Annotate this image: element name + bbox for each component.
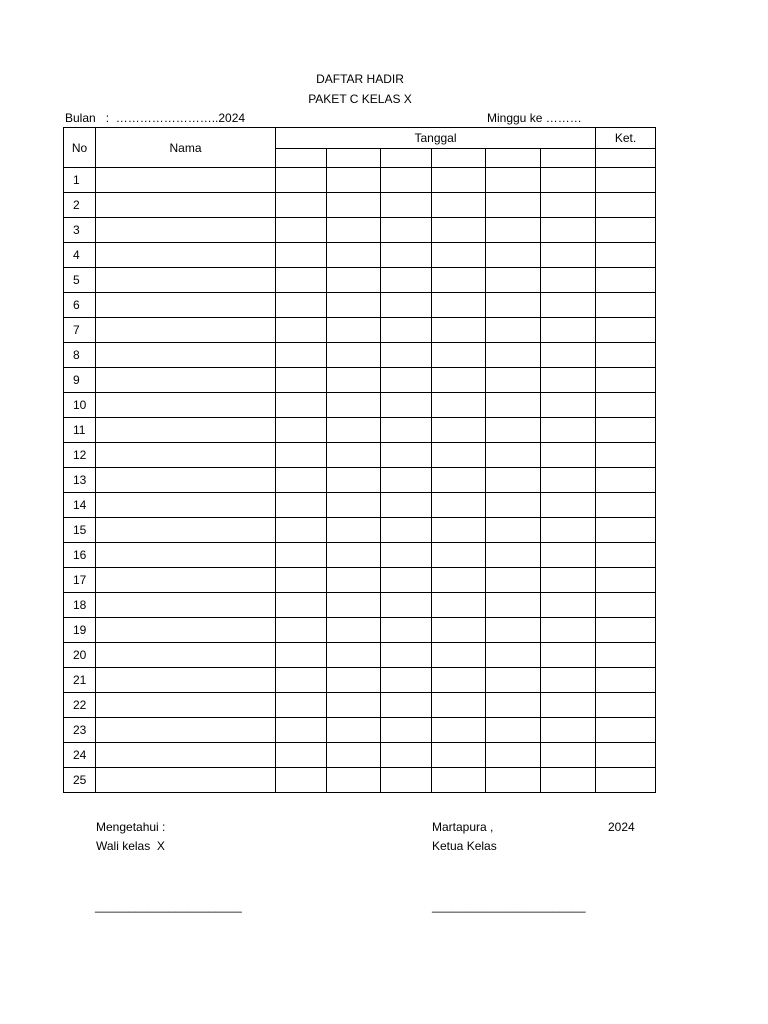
table-row (64, 568, 656, 593)
attendance-cell (276, 168, 327, 193)
attendance-cell (276, 668, 327, 693)
attendance-cell (432, 418, 486, 443)
attendance-cell (276, 543, 327, 568)
row-number: 18 (64, 593, 96, 618)
attendance-cell (381, 243, 432, 268)
row-number: 12 (64, 443, 96, 468)
attendance-cell (432, 243, 486, 268)
attendance-cell (276, 693, 327, 718)
attendance-cell (541, 668, 596, 693)
table-row (64, 318, 656, 343)
table-row (64, 693, 656, 718)
attendance-cell (276, 618, 327, 643)
table-row (64, 418, 656, 443)
attendance-table (63, 127, 656, 793)
attendance-cell (327, 218, 381, 243)
attendance-cell (276, 268, 327, 293)
attendance-cell (381, 493, 432, 518)
row-number: 11 (64, 418, 96, 443)
homeroom-teacher-label: Wali kelas X (96, 839, 165, 853)
column-header-tanggal: Tanggal (276, 128, 596, 149)
attendance-cell (541, 393, 596, 418)
attendance-cell (486, 318, 541, 343)
ket-cell (596, 418, 656, 443)
ket-cell (596, 643, 656, 668)
ket-cell (596, 568, 656, 593)
attendance-cell (381, 518, 432, 543)
attendance-cell (432, 593, 486, 618)
attendance-cell (381, 643, 432, 668)
row-number: 20 (64, 643, 96, 668)
row-number: 6 (64, 293, 96, 318)
attendance-cell (541, 693, 596, 718)
attendance-cell (381, 268, 432, 293)
ket-cell (596, 768, 656, 793)
attendance-cell (486, 393, 541, 418)
ket-cell (596, 518, 656, 543)
attendance-cell (486, 368, 541, 393)
attendance-cell (381, 618, 432, 643)
ket-subcell (596, 149, 656, 168)
attendance-cell (541, 718, 596, 743)
name-cell (96, 543, 276, 568)
attendance-cell (276, 368, 327, 393)
table-row (64, 393, 656, 418)
table-row (64, 443, 656, 468)
table-row (64, 743, 656, 768)
attendance-cell (486, 743, 541, 768)
attendance-cell (541, 268, 596, 293)
table-row (64, 768, 656, 793)
attendance-cell (327, 193, 381, 218)
attendance-cell (541, 318, 596, 343)
ket-cell (596, 193, 656, 218)
name-cell (96, 343, 276, 368)
attendance-cell (486, 668, 541, 693)
attendance-cell (486, 268, 541, 293)
acknowledged-label: Mengetahui : (96, 820, 166, 834)
attendance-cell (327, 443, 381, 468)
name-cell (96, 418, 276, 443)
attendance-cell (486, 493, 541, 518)
attendance-cell (432, 493, 486, 518)
table-row (64, 518, 656, 543)
attendance-cell (541, 493, 596, 518)
attendance-cell (432, 218, 486, 243)
attendance-cell (381, 293, 432, 318)
attendance-cell (541, 618, 596, 643)
signature-year: 2024 (608, 820, 635, 834)
attendance-cell (486, 518, 541, 543)
row-number: 2 (64, 193, 96, 218)
name-cell (96, 568, 276, 593)
attendance-cell (541, 543, 596, 568)
name-cell (96, 443, 276, 468)
attendance-cell (541, 768, 596, 793)
attendance-cell (432, 543, 486, 568)
name-cell (96, 718, 276, 743)
name-cell (96, 643, 276, 668)
attendance-cell (486, 193, 541, 218)
attendance-cell (327, 618, 381, 643)
date-cell (432, 149, 486, 168)
ket-cell (596, 468, 656, 493)
row-number: 1 (64, 168, 96, 193)
name-cell (96, 318, 276, 343)
name-cell (96, 193, 276, 218)
attendance-cell (276, 418, 327, 443)
class-leader-signature-line: _______________________ (432, 899, 586, 913)
attendance-cell (541, 643, 596, 668)
attendance-cell (276, 343, 327, 368)
attendance-cell (381, 343, 432, 368)
attendance-cell (486, 693, 541, 718)
place-label: Martapura , (432, 820, 494, 834)
attendance-cell (276, 493, 327, 518)
attendance-cell (381, 168, 432, 193)
row-number: 22 (64, 693, 96, 718)
attendance-cell (432, 193, 486, 218)
document-subtitle: PAKET C KELAS X (308, 92, 412, 106)
attendance-cell (541, 243, 596, 268)
attendance-cell (486, 218, 541, 243)
date-cell (486, 149, 541, 168)
attendance-cell (276, 393, 327, 418)
date-cell (327, 149, 381, 168)
name-cell (96, 268, 276, 293)
table-row (64, 618, 656, 643)
row-number: 14 (64, 493, 96, 518)
attendance-cell (327, 293, 381, 318)
attendance-cell (541, 443, 596, 468)
ket-cell (596, 693, 656, 718)
attendance-cell (276, 743, 327, 768)
ket-cell (596, 318, 656, 343)
name-cell (96, 168, 276, 193)
row-number: 10 (64, 393, 96, 418)
attendance-cell (327, 268, 381, 293)
row-number: 15 (64, 518, 96, 543)
attendance-cell (276, 518, 327, 543)
column-header-nama: Nama (96, 128, 276, 168)
column-header-no: No (64, 128, 96, 168)
attendance-cell (381, 568, 432, 593)
row-number: 17 (64, 568, 96, 593)
table-row (64, 468, 656, 493)
attendance-cell (276, 718, 327, 743)
attendance-cell (327, 518, 381, 543)
attendance-cell (486, 443, 541, 468)
attendance-cell (486, 468, 541, 493)
attendance-cell (432, 518, 486, 543)
attendance-cell (327, 543, 381, 568)
attendance-cell (432, 318, 486, 343)
attendance-cell (327, 468, 381, 493)
ket-cell (596, 743, 656, 768)
attendance-cell (541, 343, 596, 368)
attendance-cell (381, 443, 432, 468)
attendance-cell (276, 468, 327, 493)
attendance-cell (381, 193, 432, 218)
name-cell (96, 493, 276, 518)
row-number: 13 (64, 468, 96, 493)
name-cell (96, 668, 276, 693)
attendance-cell (432, 443, 486, 468)
attendance-cell (486, 568, 541, 593)
attendance-cell (486, 168, 541, 193)
row-number: 9 (64, 368, 96, 393)
attendance-cell (327, 368, 381, 393)
attendance-cell (432, 568, 486, 593)
table-row (64, 218, 656, 243)
table-row (64, 268, 656, 293)
attendance-cell (486, 593, 541, 618)
name-cell (96, 468, 276, 493)
row-number: 24 (64, 743, 96, 768)
table-row (64, 643, 656, 668)
ket-cell (596, 168, 656, 193)
table-row (64, 243, 656, 268)
attendance-cell (276, 568, 327, 593)
attendance-cell (486, 293, 541, 318)
attendance-cell (432, 693, 486, 718)
ket-cell (596, 368, 656, 393)
week-field: Minggu ke ……… (487, 111, 582, 125)
row-number: 21 (64, 668, 96, 693)
ket-cell (596, 618, 656, 643)
attendance-cell (541, 168, 596, 193)
ket-cell (596, 268, 656, 293)
ket-cell (596, 393, 656, 418)
name-cell (96, 618, 276, 643)
attendance-cell (432, 718, 486, 743)
attendance-cell (432, 368, 486, 393)
attendance-cell (541, 518, 596, 543)
name-cell (96, 518, 276, 543)
attendance-cell (486, 643, 541, 668)
attendance-cell (541, 418, 596, 443)
attendance-cell (276, 293, 327, 318)
attendance-cell (327, 343, 381, 368)
attendance-cell (432, 268, 486, 293)
attendance-cell (541, 743, 596, 768)
table-row (64, 368, 656, 393)
name-cell (96, 743, 276, 768)
attendance-cell (327, 418, 381, 443)
attendance-cell (327, 693, 381, 718)
row-number: 4 (64, 243, 96, 268)
row-number: 19 (64, 618, 96, 643)
attendance-cell (432, 168, 486, 193)
attendance-cell (327, 743, 381, 768)
attendance-cell (432, 468, 486, 493)
name-cell (96, 293, 276, 318)
attendance-cell (381, 318, 432, 343)
attendance-cell (541, 368, 596, 393)
table-row (64, 493, 656, 518)
ket-cell (596, 543, 656, 568)
attendance-cell (276, 593, 327, 618)
row-number: 25 (64, 768, 96, 793)
attendance-cell (541, 568, 596, 593)
attendance-cell (381, 468, 432, 493)
attendance-cell (327, 768, 381, 793)
homeroom-signature-line: ______________________ (95, 899, 242, 913)
attendance-cell (327, 393, 381, 418)
attendance-cell (486, 618, 541, 643)
attendance-cell (432, 643, 486, 668)
date-cell (381, 149, 432, 168)
row-number: 8 (64, 343, 96, 368)
row-number: 7 (64, 318, 96, 343)
ket-cell (596, 718, 656, 743)
attendance-cell (276, 243, 327, 268)
attendance-cell (327, 668, 381, 693)
attendance-cell (381, 543, 432, 568)
ket-cell (596, 293, 656, 318)
attendance-cell (327, 493, 381, 518)
attendance-cell (327, 318, 381, 343)
attendance-cell (381, 218, 432, 243)
name-cell (96, 593, 276, 618)
column-header-ket: Ket. (596, 128, 656, 149)
attendance-cell (486, 718, 541, 743)
attendance-cell (541, 293, 596, 318)
attendance-cell (432, 768, 486, 793)
attendance-cell (432, 668, 486, 693)
document-title: DAFTAR HADIR (316, 72, 404, 86)
attendance-cell (381, 393, 432, 418)
attendance-cell (327, 593, 381, 618)
attendance-cell (276, 443, 327, 468)
table-row (64, 168, 656, 193)
attendance-cell (486, 768, 541, 793)
row-number: 16 (64, 543, 96, 568)
ket-cell (596, 443, 656, 468)
name-cell (96, 393, 276, 418)
table-body (64, 168, 656, 793)
attendance-cell (381, 743, 432, 768)
attendance-cell (381, 593, 432, 618)
name-cell (96, 243, 276, 268)
ket-cell (596, 593, 656, 618)
attendance-cell (381, 718, 432, 743)
name-cell (96, 693, 276, 718)
attendance-cell (327, 643, 381, 668)
attendance-cell (327, 718, 381, 743)
name-cell (96, 218, 276, 243)
attendance-cell (327, 243, 381, 268)
attendance-cell (276, 193, 327, 218)
date-cell (276, 149, 327, 168)
attendance-cell (541, 218, 596, 243)
attendance-cell (276, 218, 327, 243)
class-leader-label: Ketua Kelas (432, 839, 497, 853)
ket-cell (596, 493, 656, 518)
ket-cell (596, 218, 656, 243)
attendance-cell (541, 593, 596, 618)
attendance-cell (327, 568, 381, 593)
attendance-cell (381, 368, 432, 393)
attendance-cell (432, 393, 486, 418)
table-row (64, 718, 656, 743)
date-cell (541, 149, 596, 168)
table-row (64, 293, 656, 318)
attendance-cell (432, 293, 486, 318)
table-row (64, 193, 656, 218)
attendance-cell (381, 668, 432, 693)
table-row (64, 668, 656, 693)
ket-cell (596, 668, 656, 693)
attendance-cell (486, 418, 541, 443)
attendance-cell (327, 168, 381, 193)
table-row (64, 543, 656, 568)
attendance-cell (432, 343, 486, 368)
attendance-cell (541, 193, 596, 218)
table-row (64, 593, 656, 618)
attendance-cell (541, 468, 596, 493)
attendance-cell (381, 768, 432, 793)
table-row (64, 343, 656, 368)
attendance-cell (432, 743, 486, 768)
name-cell (96, 368, 276, 393)
attendance-cell (486, 243, 541, 268)
attendance-cell (486, 543, 541, 568)
attendance-cell (432, 618, 486, 643)
row-number: 5 (64, 268, 96, 293)
attendance-cell (381, 418, 432, 443)
month-field: Bulan : ……………………..2024 (65, 111, 246, 125)
ket-cell (596, 243, 656, 268)
name-cell (96, 768, 276, 793)
attendance-cell (381, 693, 432, 718)
attendance-cell (486, 343, 541, 368)
ket-cell (596, 343, 656, 368)
row-number: 23 (64, 718, 96, 743)
attendance-cell (276, 768, 327, 793)
attendance-cell (276, 643, 327, 668)
row-number: 3 (64, 218, 96, 243)
attendance-cell (276, 318, 327, 343)
